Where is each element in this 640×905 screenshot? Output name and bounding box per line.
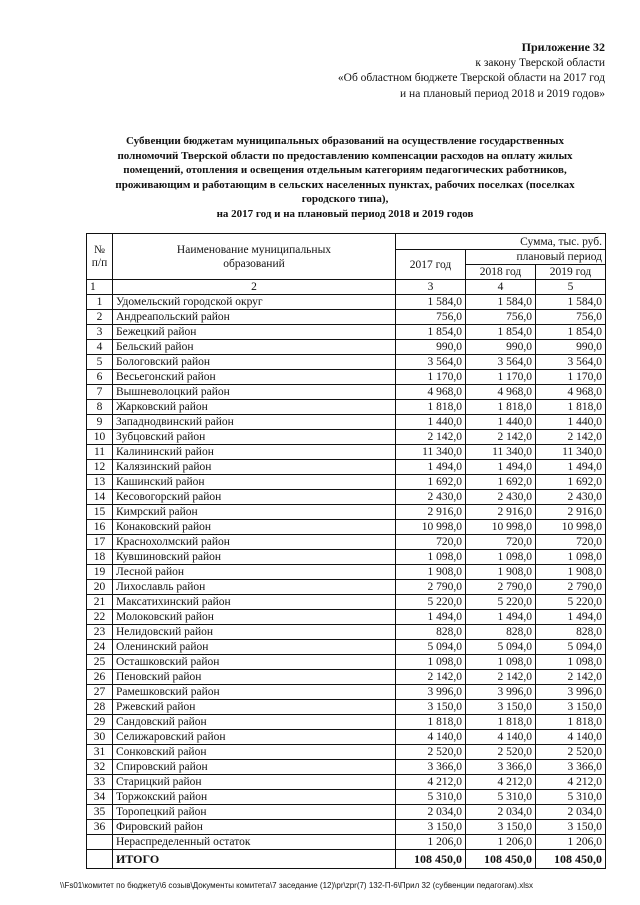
row-value-2017: 5 094,0 bbox=[396, 640, 466, 655]
row-number: 36 bbox=[87, 820, 113, 835]
row-municipality: Спировский район bbox=[113, 760, 396, 775]
row-value-2017: 1 908,0 bbox=[396, 565, 466, 580]
row-value-2017: 1 494,0 bbox=[396, 460, 466, 475]
table-row bbox=[87, 520, 606, 535]
row-number: 3 bbox=[87, 325, 113, 340]
subventions-table bbox=[86, 233, 606, 869]
title-line-4: проживающим и работающим в сельских населенных пунктах, рабочих поселках (поселках bbox=[115, 178, 575, 191]
row-municipality: Кесовогорский район bbox=[113, 490, 396, 505]
table-row bbox=[87, 715, 606, 730]
row-number: 24 bbox=[87, 640, 113, 655]
row-number: 4 bbox=[87, 340, 113, 355]
row-value-2017: 3 150,0 bbox=[396, 700, 466, 715]
header-plan: плановый период bbox=[466, 250, 606, 265]
row-value-2018: 1 440,0 bbox=[466, 415, 536, 430]
row-value-2018: 990,0 bbox=[466, 340, 536, 355]
total-label: ИТОГО bbox=[113, 850, 396, 869]
row-municipality: Удомельский городской округ bbox=[113, 295, 396, 310]
row-number: 2 bbox=[87, 310, 113, 325]
header-num: № п/п bbox=[87, 234, 113, 280]
document-title bbox=[85, 134, 605, 221]
row-value-2019: 5 094,0 bbox=[536, 640, 606, 655]
row-value-2018: 2 520,0 bbox=[466, 745, 536, 760]
row-value-2019: 3 150,0 bbox=[536, 700, 606, 715]
row-value-2017: 3 150,0 bbox=[396, 820, 466, 835]
row-value-2017: 828,0 bbox=[396, 625, 466, 640]
table-row bbox=[87, 475, 606, 490]
row-value-2018: 1 170,0 bbox=[466, 370, 536, 385]
row-value-2019: 1 494,0 bbox=[536, 460, 606, 475]
row-value-2017: 720,0 bbox=[396, 535, 466, 550]
table-row bbox=[87, 595, 606, 610]
row-number: 15 bbox=[87, 505, 113, 520]
row-number: 27 bbox=[87, 685, 113, 700]
row-value-2017: 1 494,0 bbox=[396, 610, 466, 625]
row-value-2018: 1 494,0 bbox=[466, 460, 536, 475]
row-number: 35 bbox=[87, 805, 113, 820]
table-row bbox=[87, 505, 606, 520]
row-value-2019: 1 098,0 bbox=[536, 550, 606, 565]
row-municipality: Бельский район bbox=[113, 340, 396, 355]
row-value-2017: 3 996,0 bbox=[396, 685, 466, 700]
row-value-2018: 1 206,0 bbox=[466, 835, 536, 850]
table-row bbox=[87, 625, 606, 640]
row-number: 13 bbox=[87, 475, 113, 490]
row-number: 29 bbox=[87, 715, 113, 730]
row-municipality: Сандовский район bbox=[113, 715, 396, 730]
row-value-2017: 1 098,0 bbox=[396, 655, 466, 670]
index-cell: 2 bbox=[113, 280, 396, 295]
row-value-2018: 10 998,0 bbox=[466, 520, 536, 535]
row-number: 20 bbox=[87, 580, 113, 595]
row-number: 1 bbox=[87, 295, 113, 310]
row-value-2019: 2 520,0 bbox=[536, 745, 606, 760]
row-value-2019: 5 220,0 bbox=[536, 595, 606, 610]
table-row bbox=[87, 340, 606, 355]
row-value-2019: 3 150,0 bbox=[536, 820, 606, 835]
table-row bbox=[87, 550, 606, 565]
row-municipality: Рамешковский район bbox=[113, 685, 396, 700]
row-value-2019: 1 170,0 bbox=[536, 370, 606, 385]
row-value-2018: 1 098,0 bbox=[466, 655, 536, 670]
row-value-2019: 1 206,0 bbox=[536, 835, 606, 850]
title-line-3: помещений, отопления и освещения отдельным категориям педагогических работников, bbox=[123, 164, 567, 176]
row-value-2017: 10 998,0 bbox=[396, 520, 466, 535]
row-value-2018: 5 094,0 bbox=[466, 640, 536, 655]
row-municipality: Кашинский район bbox=[113, 475, 396, 490]
file-path-footer: \\Fs01\комитет по бюджету\6 созыв\Документы комитета\7 заседание (12)\pr\zpr(7) 132-П-6\Прил 32 (субвенции педагогам).xlsx bbox=[60, 881, 533, 890]
row-number: 7 bbox=[87, 385, 113, 400]
row-number: 11 bbox=[87, 445, 113, 460]
row-value-2019: 5 310,0 bbox=[536, 790, 606, 805]
header-2019: 2019 год bbox=[536, 265, 606, 280]
row-municipality: Калининский район bbox=[113, 445, 396, 460]
row-number: 10 bbox=[87, 430, 113, 445]
row-value-2018: 828,0 bbox=[466, 625, 536, 640]
row-municipality: Сонковский район bbox=[113, 745, 396, 760]
index-cell: 1 bbox=[87, 280, 113, 295]
row-value-2019: 3 366,0 bbox=[536, 760, 606, 775]
row-value-2017: 3 564,0 bbox=[396, 355, 466, 370]
row-municipality: Калязинский район bbox=[113, 460, 396, 475]
title-line-1: Субвенции бюджетам муниципальных образований на осуществление государственных bbox=[125, 135, 565, 147]
table-row bbox=[87, 400, 606, 415]
row-value-2017: 2 430,0 bbox=[396, 490, 466, 505]
row-municipality: Краснохолмский район bbox=[113, 535, 396, 550]
row-value-2017: 2 034,0 bbox=[396, 805, 466, 820]
row-value-2019: 2 916,0 bbox=[536, 505, 606, 520]
row-value-2018: 2 034,0 bbox=[466, 805, 536, 820]
row-municipality: Западнодвинский район bbox=[113, 415, 396, 430]
row-number: 6 bbox=[87, 370, 113, 385]
header-2018: 2018 год bbox=[466, 265, 536, 280]
row-value-2018: 4 212,0 bbox=[466, 775, 536, 790]
row-municipality: Нераспределенный остаток bbox=[113, 835, 396, 850]
row-value-2019: 2 790,0 bbox=[536, 580, 606, 595]
row-value-2018: 1 854,0 bbox=[466, 325, 536, 340]
row-value-2019: 2 034,0 bbox=[536, 805, 606, 820]
row-value-2017: 2 520,0 bbox=[396, 745, 466, 760]
row-value-2017: 1 440,0 bbox=[396, 415, 466, 430]
row-value-2017: 990,0 bbox=[396, 340, 466, 355]
index-cell: 3 bbox=[396, 280, 466, 295]
row-value-2018: 2 142,0 bbox=[466, 430, 536, 445]
table-row bbox=[87, 820, 606, 835]
row-value-2017: 4 212,0 bbox=[396, 775, 466, 790]
row-municipality: Торопецкий район bbox=[113, 805, 396, 820]
header-name: Наименование муниципальных образований bbox=[113, 234, 396, 280]
row-value-2019: 828,0 bbox=[536, 625, 606, 640]
row-value-2018: 3 150,0 bbox=[466, 700, 536, 715]
row-municipality: Вышневолоцкий район bbox=[113, 385, 396, 400]
row-value-2018: 1 692,0 bbox=[466, 475, 536, 490]
row-value-2019: 4 212,0 bbox=[536, 775, 606, 790]
title-line-6: на 2017 год и на плановый период 2018 и 2019 годов bbox=[216, 207, 474, 220]
row-value-2018: 1 818,0 bbox=[466, 400, 536, 415]
total-2018: 108 450,0 bbox=[466, 850, 536, 869]
row-value-2017: 1 206,0 bbox=[396, 835, 466, 850]
row-value-2017: 1 818,0 bbox=[396, 400, 466, 415]
row-value-2019: 11 340,0 bbox=[536, 445, 606, 460]
row-number bbox=[87, 835, 113, 850]
total-num bbox=[87, 850, 113, 869]
row-value-2019: 10 998,0 bbox=[536, 520, 606, 535]
row-number: 25 bbox=[87, 655, 113, 670]
row-value-2017: 1 098,0 bbox=[396, 550, 466, 565]
row-municipality: Лесной район bbox=[113, 565, 396, 580]
row-value-2018: 1 494,0 bbox=[466, 610, 536, 625]
row-municipality: Нелидовский район bbox=[113, 625, 396, 640]
row-value-2018: 3 996,0 bbox=[466, 685, 536, 700]
table-row bbox=[87, 700, 606, 715]
row-value-2017: 5 310,0 bbox=[396, 790, 466, 805]
header-line-1: к закону Тверской области bbox=[475, 56, 605, 69]
row-number: 5 bbox=[87, 355, 113, 370]
row-value-2017: 1 854,0 bbox=[396, 325, 466, 340]
row-value-2019: 2 142,0 bbox=[536, 670, 606, 685]
table-row bbox=[87, 370, 606, 385]
row-value-2017: 5 220,0 bbox=[396, 595, 466, 610]
table-row bbox=[87, 640, 606, 655]
row-municipality: Селижаровский район bbox=[113, 730, 396, 745]
row-value-2019: 1 818,0 bbox=[536, 400, 606, 415]
table-row bbox=[87, 445, 606, 460]
row-municipality: Торжокский район bbox=[113, 790, 396, 805]
row-municipality: Кувшиновский район bbox=[113, 550, 396, 565]
row-value-2019: 1 440,0 bbox=[536, 415, 606, 430]
row-number: 8 bbox=[87, 400, 113, 415]
index-cell: 4 bbox=[466, 280, 536, 295]
table-row bbox=[87, 325, 606, 340]
row-value-2017: 3 366,0 bbox=[396, 760, 466, 775]
table-row bbox=[87, 355, 606, 370]
row-number: 22 bbox=[87, 610, 113, 625]
row-value-2018: 1 818,0 bbox=[466, 715, 536, 730]
row-value-2019: 720,0 bbox=[536, 535, 606, 550]
row-number: 32 bbox=[87, 760, 113, 775]
row-number: 30 bbox=[87, 730, 113, 745]
row-value-2017: 2 142,0 bbox=[396, 670, 466, 685]
row-value-2018: 2 430,0 bbox=[466, 490, 536, 505]
table-row bbox=[87, 655, 606, 670]
index-row bbox=[87, 280, 606, 295]
total-2019: 108 450,0 bbox=[536, 850, 606, 869]
table-row bbox=[87, 775, 606, 790]
row-value-2019: 1 584,0 bbox=[536, 295, 606, 310]
row-value-2018: 3 366,0 bbox=[466, 760, 536, 775]
row-value-2017: 2 790,0 bbox=[396, 580, 466, 595]
table-row bbox=[87, 430, 606, 445]
total-2017: 108 450,0 bbox=[396, 850, 466, 869]
table-row bbox=[87, 730, 606, 745]
row-value-2017: 2 916,0 bbox=[396, 505, 466, 520]
row-value-2019: 3 996,0 bbox=[536, 685, 606, 700]
row-value-2019: 1 854,0 bbox=[536, 325, 606, 340]
row-value-2019: 2 142,0 bbox=[536, 430, 606, 445]
row-municipality: Бологовский район bbox=[113, 355, 396, 370]
row-number: 9 bbox=[87, 415, 113, 430]
row-value-2017: 1 584,0 bbox=[396, 295, 466, 310]
appendix-label: Приложение 32 bbox=[521, 40, 605, 54]
row-value-2018: 5 220,0 bbox=[466, 595, 536, 610]
row-municipality: Молоковский район bbox=[113, 610, 396, 625]
row-value-2019: 1 908,0 bbox=[536, 565, 606, 580]
row-municipality: Пеновский район bbox=[113, 670, 396, 685]
header-line-3: и на плановый период 2018 и 2019 годов» bbox=[400, 87, 605, 100]
table-row bbox=[87, 835, 606, 850]
row-number: 33 bbox=[87, 775, 113, 790]
row-municipality: Фировский район bbox=[113, 820, 396, 835]
row-value-2019: 1 692,0 bbox=[536, 475, 606, 490]
row-number: 19 bbox=[87, 565, 113, 580]
row-municipality: Оленинский район bbox=[113, 640, 396, 655]
table-row bbox=[87, 385, 606, 400]
row-value-2018: 2 142,0 bbox=[466, 670, 536, 685]
row-municipality: Бежецкий район bbox=[113, 325, 396, 340]
row-municipality: Максатихинский район bbox=[113, 595, 396, 610]
row-value-2018: 720,0 bbox=[466, 535, 536, 550]
row-value-2018: 2 916,0 bbox=[466, 505, 536, 520]
title-line-2: полномочий Тверской области по предоставлению компенсации расходов на оплату жилых bbox=[117, 149, 573, 162]
row-value-2019: 756,0 bbox=[536, 310, 606, 325]
row-value-2018: 1 908,0 bbox=[466, 565, 536, 580]
row-number: 21 bbox=[87, 595, 113, 610]
row-number: 12 bbox=[87, 460, 113, 475]
row-value-2019: 4 140,0 bbox=[536, 730, 606, 745]
row-value-2017: 4 140,0 bbox=[396, 730, 466, 745]
table-row bbox=[87, 310, 606, 325]
table-row bbox=[87, 580, 606, 595]
document-header bbox=[338, 40, 605, 102]
table-row bbox=[87, 490, 606, 505]
row-value-2018: 1 098,0 bbox=[466, 550, 536, 565]
row-municipality: Зубцовский район bbox=[113, 430, 396, 445]
row-municipality: Весьегонский район bbox=[113, 370, 396, 385]
row-value-2019: 1 818,0 bbox=[536, 715, 606, 730]
table-row bbox=[87, 685, 606, 700]
row-number: 31 bbox=[87, 745, 113, 760]
row-value-2017: 1 170,0 bbox=[396, 370, 466, 385]
table-row bbox=[87, 295, 606, 310]
table-row bbox=[87, 790, 606, 805]
row-value-2018: 4 968,0 bbox=[466, 385, 536, 400]
row-number: 16 bbox=[87, 520, 113, 535]
row-value-2018: 756,0 bbox=[466, 310, 536, 325]
row-number: 17 bbox=[87, 535, 113, 550]
row-value-2017: 756,0 bbox=[396, 310, 466, 325]
row-municipality: Осташковский район bbox=[113, 655, 396, 670]
total-row bbox=[87, 850, 606, 869]
table-row bbox=[87, 760, 606, 775]
row-municipality: Кимрский район bbox=[113, 505, 396, 520]
row-value-2018: 11 340,0 bbox=[466, 445, 536, 460]
row-number: 28 bbox=[87, 700, 113, 715]
row-value-2019: 2 430,0 bbox=[536, 490, 606, 505]
row-value-2019: 1 494,0 bbox=[536, 610, 606, 625]
index-cell: 5 bbox=[536, 280, 606, 295]
row-value-2017: 2 142,0 bbox=[396, 430, 466, 445]
header-sum: Сумма, тыс. руб. bbox=[396, 234, 606, 250]
table-row bbox=[87, 670, 606, 685]
table-row bbox=[87, 745, 606, 760]
row-value-2019: 3 564,0 bbox=[536, 355, 606, 370]
table-row bbox=[87, 460, 606, 475]
row-value-2018: 1 584,0 bbox=[466, 295, 536, 310]
row-number: 18 bbox=[87, 550, 113, 565]
row-number: 26 bbox=[87, 670, 113, 685]
row-municipality: Лихославль район bbox=[113, 580, 396, 595]
row-municipality: Старицкий район bbox=[113, 775, 396, 790]
row-number: 34 bbox=[87, 790, 113, 805]
row-value-2017: 1 692,0 bbox=[396, 475, 466, 490]
row-value-2018: 3 564,0 bbox=[466, 355, 536, 370]
header-line-2: «Об областном бюджете Тверской области на 2017 год bbox=[337, 72, 605, 84]
row-value-2018: 3 150,0 bbox=[466, 820, 536, 835]
table-row bbox=[87, 610, 606, 625]
row-value-2017: 1 818,0 bbox=[396, 715, 466, 730]
row-value-2019: 1 098,0 bbox=[536, 655, 606, 670]
row-value-2017: 11 340,0 bbox=[396, 445, 466, 460]
table-row bbox=[87, 415, 606, 430]
title-line-5: городского типа), bbox=[301, 193, 389, 205]
row-municipality: Ржевский район bbox=[113, 700, 396, 715]
row-municipality: Андреапольский район bbox=[113, 310, 396, 325]
row-value-2019: 990,0 bbox=[536, 340, 606, 355]
table-row bbox=[87, 565, 606, 580]
row-number: 14 bbox=[87, 490, 113, 505]
row-municipality: Конаковский район bbox=[113, 520, 396, 535]
table-row bbox=[87, 805, 606, 820]
row-value-2019: 4 968,0 bbox=[536, 385, 606, 400]
row-number: 23 bbox=[87, 625, 113, 640]
row-value-2018: 5 310,0 bbox=[466, 790, 536, 805]
row-value-2018: 4 140,0 bbox=[466, 730, 536, 745]
table-row bbox=[87, 535, 606, 550]
row-value-2017: 4 968,0 bbox=[396, 385, 466, 400]
row-value-2018: 2 790,0 bbox=[466, 580, 536, 595]
header-2017: 2017 год bbox=[396, 250, 466, 280]
row-municipality: Жарковский район bbox=[113, 400, 396, 415]
